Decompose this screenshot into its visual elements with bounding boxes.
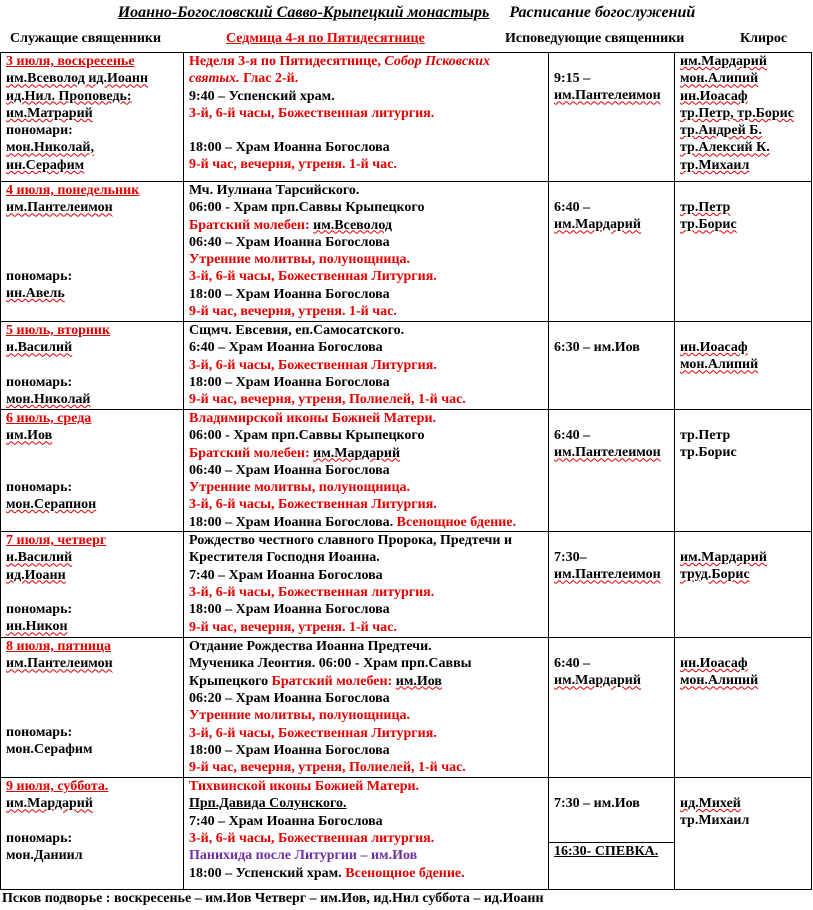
choir-cell	[675, 322, 812, 410]
priest-name: им.Всеволод ид.Иоанн	[6, 71, 149, 87]
confession-cell	[549, 322, 675, 410]
service-time: 06:00 - Храм прп.Саввы Крыпецкого	[189, 200, 425, 216]
day-date: 5 июль, вторник	[6, 323, 111, 338]
service-description: 3-й, 6-й часы, Божественная Литургия.	[189, 725, 437, 741]
confession-cell	[549, 182, 675, 322]
priests-cell	[1, 53, 184, 182]
service-time: 06:00 - Храм прп.Саввы Крыпецкого	[189, 428, 425, 444]
day-date: 4 июля, понедельник	[6, 183, 140, 198]
service-time: 18:00 – Успенский храм.	[189, 865, 346, 881]
service-time: Мученика Леонтия. 06:00 - Храм прп.Саввы	[189, 656, 472, 672]
service-description: Утренние молитвы, полунощница.	[189, 252, 411, 268]
footer-note: Псков подворье : воскресенье – им.Иов Четверг – им.Иов, ид.Нил суббота – ид.Иоанн	[2, 891, 544, 906]
service-description: 9-й час, вечерня, утреня. 1-й час.	[189, 304, 397, 320]
sexton-label: пономари:	[6, 123, 73, 139]
page-title	[0, 4, 813, 22]
choir-member: тр.Борис	[680, 445, 737, 461]
moleben-label: Братский молебен:	[271, 673, 396, 689]
sexton-name: мон.Серафим	[6, 741, 93, 757]
choir-cell	[675, 53, 812, 182]
service-description: 3-й, 6-й часы, Божественная Литургия.	[189, 497, 437, 513]
sexton-label: пономарь:	[6, 830, 73, 846]
choir-member: ид.Михей	[680, 796, 741, 812]
service-time: 6:40 – Храм Иоанна Богослова	[189, 340, 383, 356]
preacher-name: им.Матрарий	[6, 105, 93, 121]
service-description: 9-й час, вечерня, утреня, Полиелей, 1-й час.	[189, 760, 466, 776]
table-row	[1, 53, 812, 182]
table-row	[1, 410, 812, 532]
service-time: 06:20 – Храм Иоанна Богослова	[189, 690, 390, 706]
priests-cell	[1, 778, 184, 890]
feast-name: Крестителя Господня Иоанна.	[189, 550, 380, 566]
service-time: 18:00 – Храм Иоанна Богослова	[189, 374, 390, 390]
choir-member: тр.Петр	[680, 428, 731, 443]
moleben-priest: им.Всеволод	[313, 217, 392, 233]
table-row	[1, 322, 812, 410]
priests-cell	[1, 532, 184, 638]
choir-member: тр.Михаил	[680, 157, 750, 173]
confession-cell	[549, 53, 675, 182]
confessor-name: им.Пантелеимон	[554, 88, 661, 104]
feast-name: Мч. Иулиана Тарсийского.	[189, 183, 360, 198]
choir-member: им.Мардарий	[680, 550, 767, 566]
confession-cell	[549, 778, 675, 890]
day-date: 6 июль, среда	[6, 411, 92, 426]
choir-member: тр.Алексий К.	[680, 140, 770, 156]
monastery-name: Иоанно-Богословский Савво-Крыпецкий монастырь	[117, 4, 490, 21]
service-description: 3-й, 6-й часы, Божественная литургия.	[189, 830, 435, 846]
feast-name-italic: святых.	[189, 71, 240, 87]
priest-name: им.Иов	[6, 428, 53, 444]
priest-name: им.Мардарий	[6, 796, 93, 812]
schedule-table	[0, 52, 812, 890]
service-description: Утренние молитвы, полунощница.	[189, 708, 411, 724]
sexton-label: пономарь:	[6, 601, 73, 617]
service-cell	[184, 53, 549, 182]
service-description: 9-й час, вечерня, утреня. 1-й час.	[189, 619, 397, 635]
choir-member: тр.Михаил	[680, 813, 750, 829]
schedule-title: Расписание богослужений	[509, 4, 696, 21]
choir-member: ин.Иоасаф	[680, 88, 748, 104]
priest-name: им.Пантелеимон	[6, 656, 113, 672]
confession-time: 9:15 –	[554, 71, 591, 86]
choir-member: мон.Алипий	[680, 673, 759, 689]
sexton-name: ин.Никон	[6, 619, 68, 635]
sexton-name: ин.Серафим	[6, 157, 85, 173]
confessor-name: им.Пантелеимон	[554, 445, 661, 461]
confession-cell	[549, 410, 675, 532]
priests-cell	[1, 410, 184, 532]
confession-time: 7:30 – им.Иов	[554, 796, 640, 812]
choir-member: ин.Иоасаф	[680, 340, 748, 355]
choir-member: тр.Андрей Б.	[680, 123, 762, 139]
priests-cell	[1, 182, 184, 322]
confession-cell	[549, 638, 675, 778]
day-date: 8 июля, пятница	[6, 639, 112, 655]
priest-name: им.Пантелеимон	[6, 200, 113, 216]
choir-cell	[675, 410, 812, 532]
confession-time: 6:40 –	[554, 200, 591, 215]
feast-name: Прп.Давида Солунского.	[189, 796, 347, 812]
confessor-name: им.Пантелеимон	[554, 567, 661, 583]
choir-member: им.Мардарий	[680, 54, 767, 69]
day-date: 7 июля, четверг	[6, 533, 107, 549]
choir-member: тр.Борис	[680, 217, 737, 233]
priests-cell	[1, 322, 184, 410]
service-description: Утренние молитвы, полунощница.	[189, 480, 411, 496]
confession-cell	[549, 532, 675, 638]
table-row	[1, 638, 812, 778]
church-name: Крыпецкого	[189, 673, 272, 689]
priest-name: ид.Иоанн	[6, 567, 66, 583]
service-description: 3-й, 6-й часы, Божественная Литургия.	[189, 357, 437, 373]
day-date: 3 июля, воскресенье	[6, 54, 135, 69]
moleben-label: Братский молебен:	[189, 217, 314, 233]
sexton-label: пономарь:	[6, 268, 73, 284]
service-time: 18:00 – Храм Иоанна Богослова	[189, 286, 390, 302]
choir-cell	[675, 778, 812, 890]
confessor-name: им.Мардарий	[554, 673, 641, 689]
confession-time: 6:30 – им.Иов	[554, 340, 640, 355]
feast-name: Сщмч. Евсевия, еп.Самосатского.	[189, 323, 405, 338]
service-time: 18:00 – Храм Иоанна Богослова	[189, 140, 390, 156]
sexton-label: пономарь:	[6, 374, 73, 390]
service-cell	[184, 638, 549, 778]
week-title: Седмица 4-я по Пятидесятнице	[226, 31, 425, 46]
vigil-label: Всенощное бдение.	[396, 514, 517, 530]
service-cell	[184, 182, 549, 322]
feast-name: Владимирской иконы Божией Матери.	[189, 411, 437, 426]
col-header-priests: Служащие священники	[10, 31, 162, 46]
panikhida-note: Панихида после Литургии – им.Иов	[189, 848, 418, 864]
service-time: 06:40 – Храм Иоанна Богослова	[189, 234, 390, 250]
feast-name: Неделя 3-я по Пятидесятнице,	[189, 54, 385, 69]
sexton-name: мон.Николай	[6, 391, 91, 407]
service-time: 7:40 – Храм Иоанна Богослова	[189, 567, 383, 583]
service-description: 9-й час, вечерня, утреня, Полиелей, 1-й час.	[189, 392, 466, 408]
table-row	[1, 778, 812, 890]
moleben-priest: им.Мардарий	[313, 445, 401, 461]
choir-member: ин.Иоасаф	[680, 656, 748, 672]
service-cell	[184, 778, 549, 890]
confessor-name: им.Мардарий	[554, 217, 641, 233]
feast-name: Отдание Рождества Иоанна Предтечи.	[189, 639, 432, 655]
service-description: 3-й, 6-й часы, Божественная литургия.	[189, 105, 435, 121]
sexton-name: мон.Даниил	[6, 847, 83, 863]
confession-time: 7:30–	[554, 550, 587, 566]
priest-name: и.Василий	[6, 340, 73, 356]
choir-cell	[675, 182, 812, 322]
service-description: 9-й час, вечерня, утреня. 1-й час.	[189, 157, 397, 173]
service-cell	[184, 322, 549, 410]
service-time: 18:00 – Храм Иоанна Богослова	[189, 602, 390, 618]
table-row	[1, 182, 812, 322]
sexton-name: ин.Авель	[6, 285, 65, 301]
feast-name: Рождество честного славного Пророка, Предтечи и	[189, 533, 513, 549]
sexton-label: пономарь:	[6, 479, 73, 495]
confession-time: 6:40 –	[554, 656, 591, 672]
choir-member: тр.Петр	[680, 200, 731, 215]
table-row	[1, 532, 812, 638]
priests-cell	[1, 638, 184, 778]
service-time: 06:40 – Храм Иоанна Богослова	[189, 462, 390, 478]
sexton-label: пономарь:	[6, 724, 73, 740]
confession-time: 6:40 –	[554, 428, 591, 443]
priest-name: и.Василий	[6, 550, 73, 566]
choir-member: труд.Борис	[680, 567, 750, 583]
feast-name-italic: Собор Псковских	[384, 54, 490, 69]
day-date: 9 июля, суббота.	[6, 779, 109, 795]
col-header-confessors: Исповедующие священники	[505, 31, 685, 46]
col-header-choir: Клирос	[740, 31, 788, 46]
priest-name: ид.Нил. Проповедь:	[6, 88, 132, 104]
service-time: 18:00 – Храм Иоанна Богослова	[189, 742, 390, 758]
moleben-priest: им.Иов	[395, 673, 442, 689]
service-time: 9:40 – Успенский храм.	[189, 88, 335, 104]
choir-cell	[675, 532, 812, 638]
choir-member: мон.Алипий	[680, 71, 759, 87]
service-time: 18:00 – Храм Иоанна Богослова.	[189, 514, 397, 530]
vigil-label: Всенощное бдение.	[345, 865, 465, 881]
sexton-name: мон.Серапион	[6, 496, 97, 512]
choir-cell	[675, 638, 812, 778]
moleben-label: Братский молебен:	[189, 445, 314, 461]
choir-member: тр.Петр, тр.Борис	[680, 105, 794, 121]
service-cell	[184, 410, 549, 532]
service-cell	[184, 532, 549, 638]
sexton-name: мон.Николай,	[6, 140, 94, 156]
service-description: 3-й, 6-й часы, Божественная Литургия.	[189, 269, 437, 285]
feast-name: Тихвинской иконы Божией Матери.	[189, 779, 420, 795]
service-description: 3-й, 6-й часы, Божественная литургия.	[189, 584, 435, 600]
rehearsal-note: 16:30- СПЕВКА.	[554, 844, 659, 860]
tone: Глас 2-й.	[239, 71, 299, 87]
choir-member: мон.Алипий	[680, 357, 759, 373]
service-time: 7:40 – Храм Иоанна Богослова	[189, 813, 383, 829]
